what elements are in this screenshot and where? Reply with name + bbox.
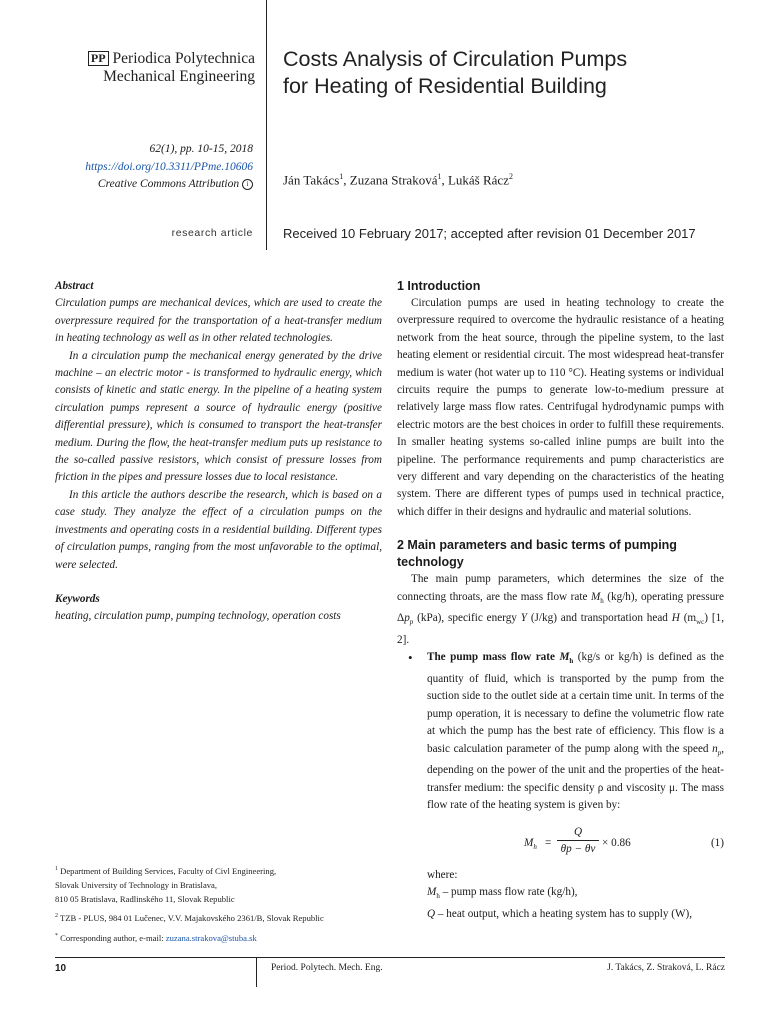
author-list: Ján Takács$^1$, Zuzana Straková$^1$, Lukáš Rácz$^2$ bbox=[283, 172, 513, 188]
section-heading: 2 Main parameters and basic terms of pumping technology bbox=[397, 538, 677, 570]
author-name: Ján Takács bbox=[283, 172, 340, 188]
equation: $M_h$ = $\frac{Q}{\theta p - \theta v}$ × 0.86 (1) bbox=[524, 825, 724, 855]
abstract-paragraph: In this article the authors describe the research, which is based on a case study. They analyze the effect of a circulation pumps on the investments and operating costs in a residential building. Different types of circulation pumps, ranging from the most unfavorable to the optimal, were selected. bbox=[55, 488, 382, 571]
author-name: Zuzana Straková bbox=[349, 172, 438, 188]
abstract-paragraph: Circulation pumps are mechanical devices, which are used to create the overpressure required for the transportation of a heat-transfer medium in heating technology as well as in other related technologies. bbox=[55, 297, 382, 345]
variable-definition: $M_h$ – pump mass flow rate (kg/h), bbox=[427, 885, 578, 901]
body-text bbox=[397, 278, 724, 923]
email-link[interactable]: zuzana.strakova@stuba.sk bbox=[165, 932, 257, 943]
footer-vertical-divider bbox=[256, 957, 257, 987]
article-meta bbox=[30, 141, 253, 194]
footnote: $^2$ TZB - PLUS, 984 01 Lučenec, V.V. Majakovského 2361/B, Slovak Republic bbox=[55, 913, 324, 924]
journal-name bbox=[30, 50, 255, 86]
equation-number: (1) bbox=[710, 836, 724, 849]
article-title bbox=[283, 46, 753, 100]
author-name: Lukáš Rácz bbox=[447, 172, 509, 188]
body-paragraph: Circulation pumps are used in heating technology to create the overpressure required to overcome the hydraulic resistance of a heating network from the heat source, through the pipeline system, to the last heating element or residential circuit. The most widespread heat-transfer medium is water (hot water up to 110 °C). Heating systems or individual circuits require the pumps to generate low-to-medium pressure at relatively large mass flow rates. Centrifugal hydrodynamic pumps with electric motors are the best choices in order to fulfill these requirements. In smaller heating systems so-called inline pumps are built into the pipeline. The performance requirements and pump characteristics are very different and vary depending on the characteristics of the heating system. There are different types of pumps used in technical practice, which differ in their designs and hydraulic and material solutions. bbox=[397, 297, 724, 518]
body-paragraph: The main pump parameters, which determines the size of the connecting throats, are the mass flow rate $M_h$ (kg/h), operating pressure $\Delta p_p$ (kPa), specific energy Y (J/kg) and transportation head H $(m_{wc})$ [1, 2]. bbox=[397, 573, 724, 646]
cc-by-icon: i bbox=[242, 179, 253, 190]
footnote: * Corresponding author, e-mail: zuzana.strakova@stuba.sk bbox=[55, 932, 257, 943]
footnote: $^1$ Department of Building Services, Faculty of Civl Engineering, Slovak University of Technology in Bratislava, 810 05 Bratislava, Radlinského 11, Slovak Republic bbox=[55, 865, 277, 905]
footer-divider bbox=[55, 957, 725, 958]
received-dates: Received 10 February 2017; accepted after revision 01 December 2017 bbox=[283, 226, 696, 241]
footer-journal: Period. Polytech. Mech. Eng. bbox=[271, 963, 383, 973]
journal-name-line1: Periodica Polytechnica bbox=[112, 50, 255, 67]
volume-info: 62(1), pp. 10-15, 2018 bbox=[149, 143, 253, 155]
list-item: • The pump mass flow rate $M_h$ (kg/s or kg/h) is defined as the quantity of fluid, which is transported by the pump from the suction side to the outlet side at a certain time unit. In terms of the pump operation, it is necessary to define the volumetric flow rate at which the pump has the best rate of efficiency. This flow is a basic calculation parameter of the pump along with the speed $n_p$, depending on the power of the unit and the properties of the heat-transfer medium: the specific density ρ and viscosity μ. The mass flow rate of the heating system is given by: bbox=[397, 649, 724, 814]
header-divider bbox=[266, 0, 267, 250]
abstract-heading: Abstract bbox=[55, 280, 94, 292]
section-heading: 1 Introduction bbox=[397, 279, 481, 293]
doi-link[interactable]: https://doi.org/10.3311/PPme.10606 bbox=[85, 160, 253, 173]
title-line2: for Heating of Residential Building bbox=[283, 74, 607, 98]
keywords-heading: Keywords bbox=[55, 592, 100, 605]
abstract-paragraph: In a circulation pump the mechanical energy generated by the drive machine – an electric motor - is transformed to hydraulic energy, which consists of kinetic and static energy. In the pipeline of a heating system circulation pumps represent a source of hydraulic energy (positive differential pressure), which is consumed to transport the heat-transfer medium. During the flow, the heat-transfer medium puts up resistance to the so-called passive resistors, which consist of pressure losses from friction in the pipes and pressure losses due to local resistance. bbox=[55, 349, 382, 484]
keywords-list: heating, circulation pump, pumping technology, operation costs bbox=[55, 610, 341, 623]
variable-definition: Q – heat output, which a heating system has to supply (W), bbox=[427, 907, 693, 920]
footnotes bbox=[55, 862, 385, 948]
footer-authors: J. Takács, Z. Straková, L. Rácz bbox=[607, 963, 725, 973]
journal-logo-icon: PP bbox=[88, 51, 109, 66]
page-number: 10 bbox=[55, 963, 67, 974]
journal-name-line2: Mechanical Engineering bbox=[103, 68, 255, 85]
license-text: Creative Commons Attribution bbox=[97, 178, 240, 190]
abstract-section bbox=[55, 278, 382, 626]
where-label: where: bbox=[427, 868, 458, 881]
title-line1: Costs Analysis of Circulation Pumps bbox=[283, 47, 628, 71]
article-type: research article bbox=[171, 227, 253, 239]
